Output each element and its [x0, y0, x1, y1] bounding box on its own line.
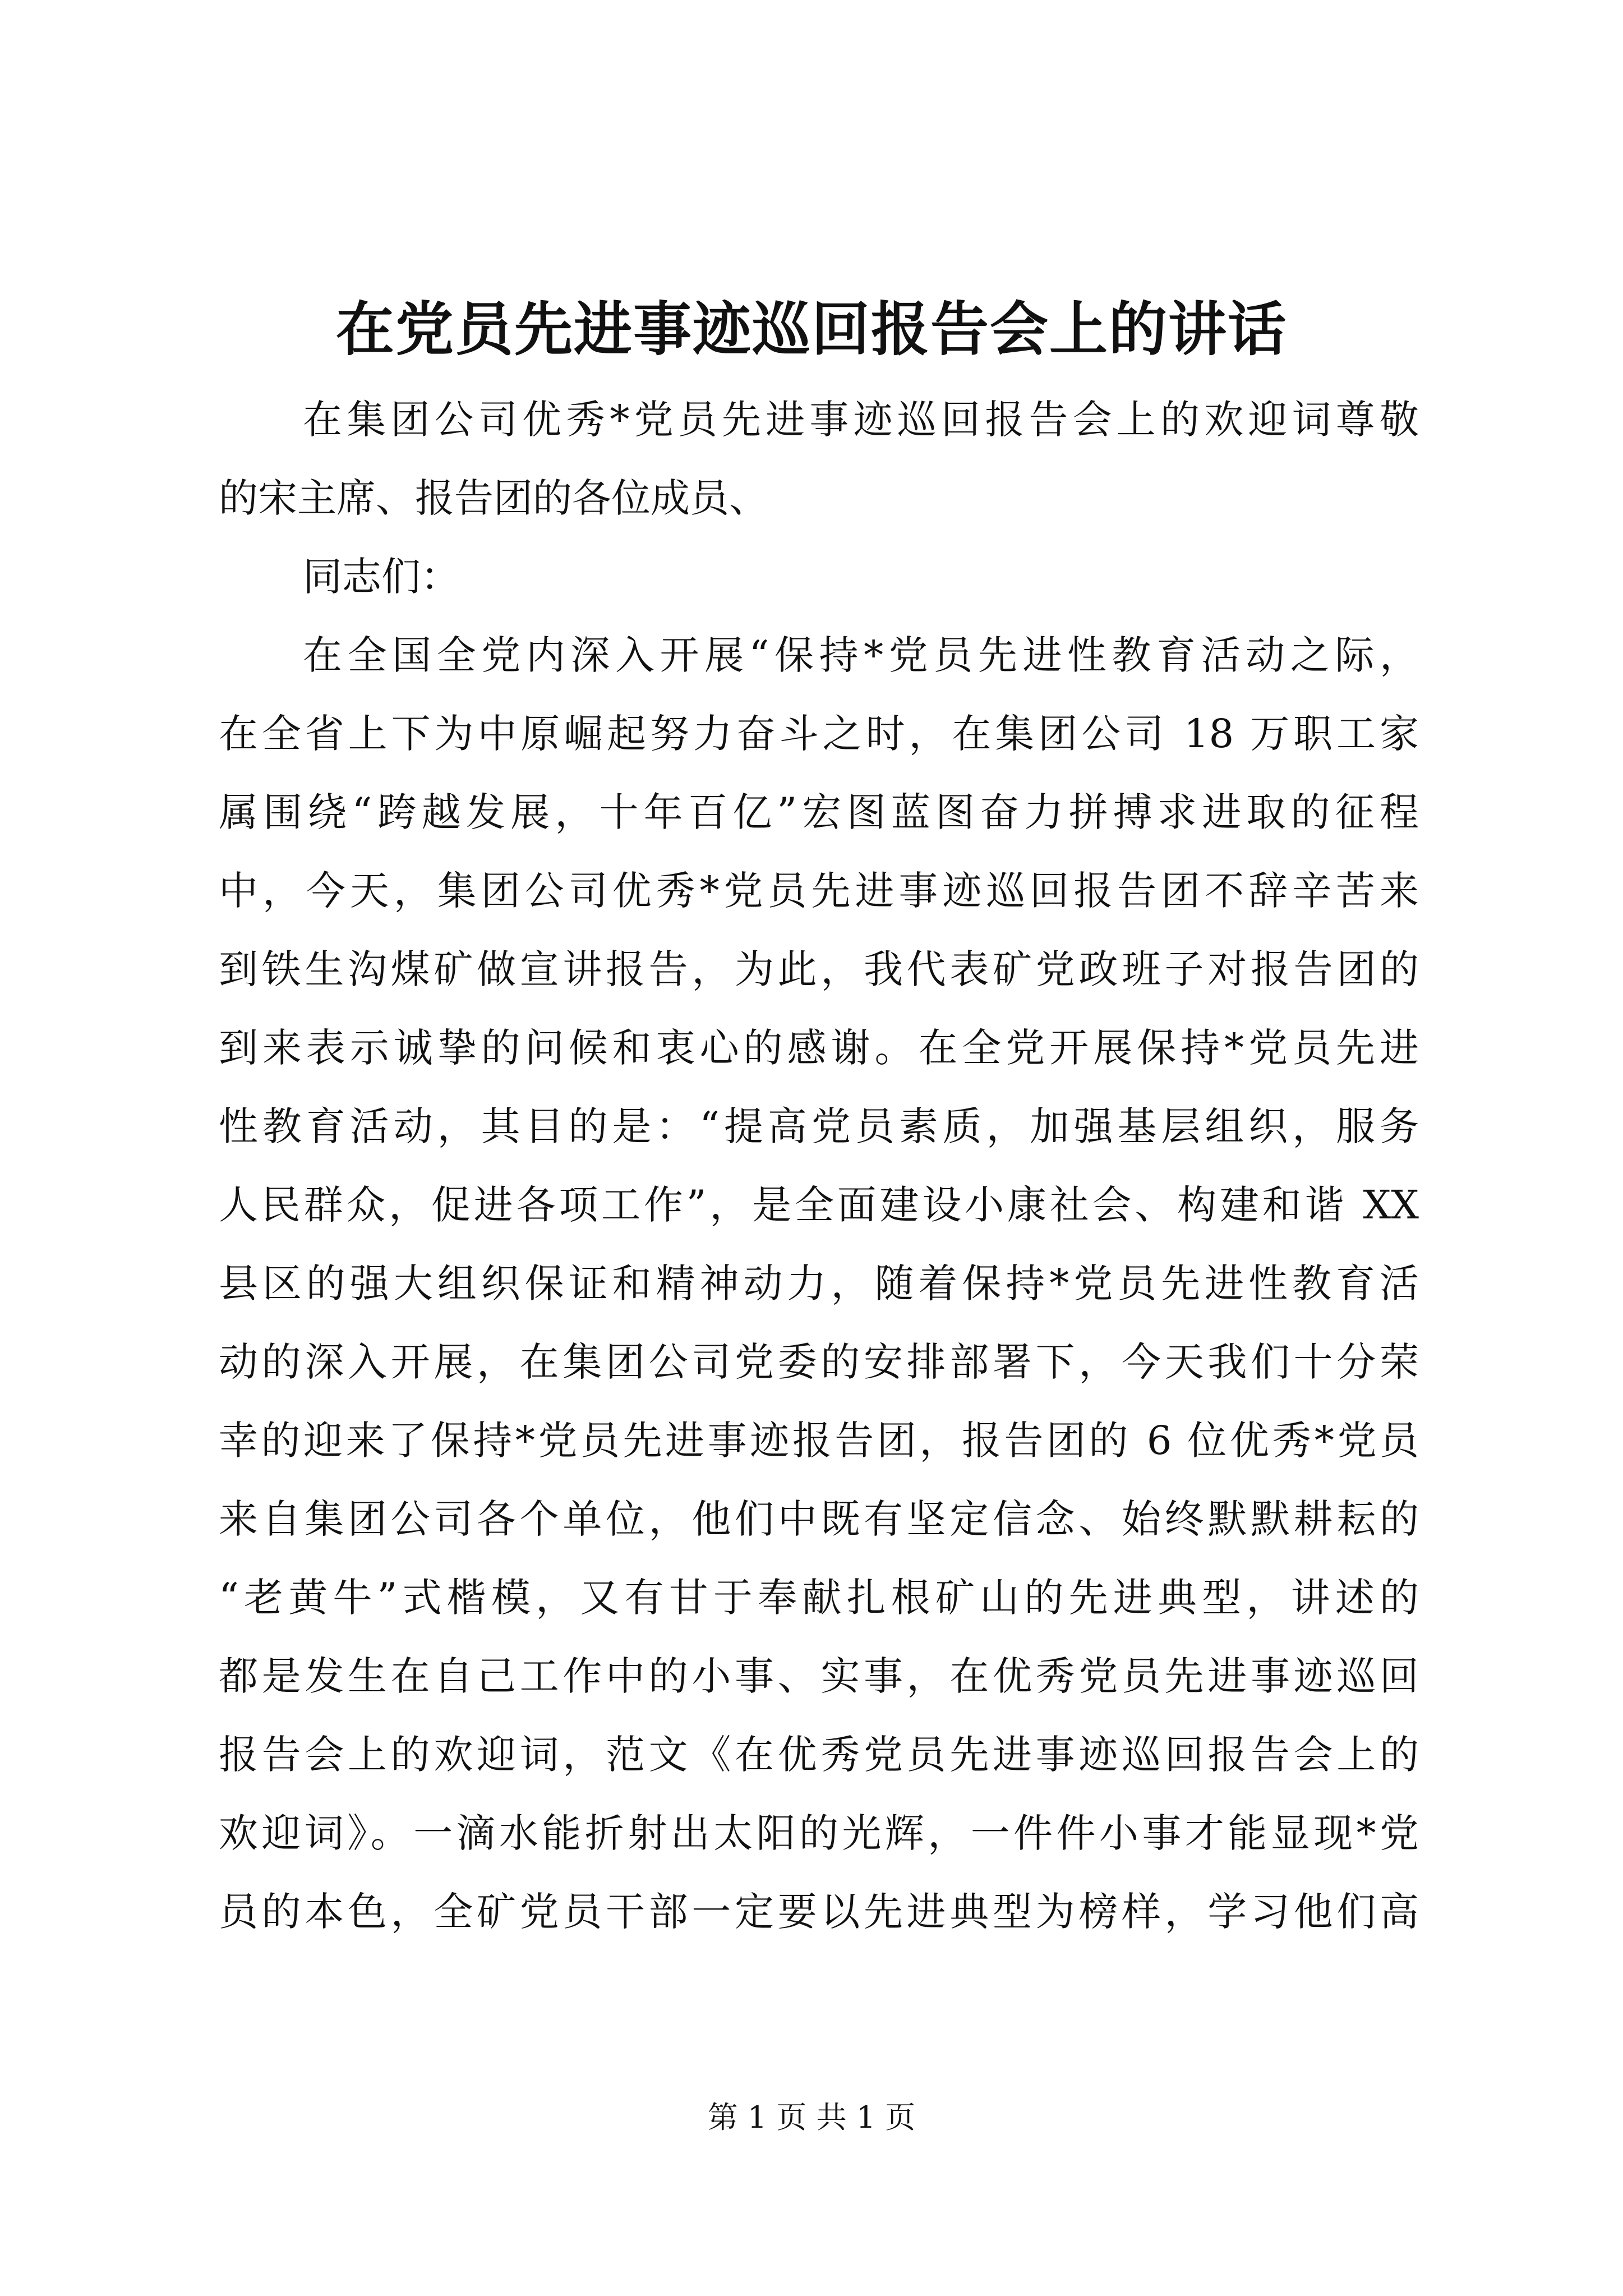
- paragraph-line: 到铁生沟煤矿做宣讲报告，为此，我代表矿党政班子对报告团的: [219, 946, 1419, 992]
- paragraph-line: 员的本色，全矿党员干部一定要以先进典型为榜样，学习他们高: [219, 1889, 1419, 1935]
- paragraph-line: 县区的强大组织保证和精神动力，随着保持*党员先进性教育活: [219, 1260, 1419, 1306]
- paragraph-line: 中，今天，集团公司优秀*党员先进事迹巡回报告团不辞辛苦来: [219, 868, 1419, 914]
- paragraph-line: 动的深入开展，在集团公司党委的安排部署下，今天我们十分荣: [219, 1339, 1419, 1385]
- paragraph-line: 来自集团公司各个单位，他们中既有坚定信念、始终默默耕耘的: [219, 1496, 1419, 1542]
- paragraph-line: 欢迎词》。一滴水能折射出太阳的光辉，一件件小事才能显现*党: [219, 1810, 1419, 1856]
- paragraph-line: 到来表示诚挚的问候和衷心的感谢。在全党开展保持*党员先进: [219, 1025, 1419, 1071]
- page-footer: 第 1 页 共 1 页: [707, 2100, 916, 2135]
- paragraph-line: 都是发生在自己工作中的小事、实事，在优秀党员先进事迹巡回: [219, 1653, 1419, 1699]
- paragraph-line: 的宋主席、报告团的各位成员、: [219, 475, 768, 521]
- paragraph-line: 在集团公司优秀*党员先进事迹巡回报告会上的欢迎词尊敬: [303, 397, 1419, 443]
- paragraph-line: 在全省上下为中原崛起努力奋斗之时，在集团公司 18 万职工家: [219, 711, 1419, 757]
- paragraph-line: 同志们：: [303, 554, 460, 600]
- paragraph-line: 幸的迎来了保持*党员先进事迹报告团，报告团的 6 位优秀*党员: [219, 1418, 1419, 1464]
- document-title: 在党员先进事迹巡回报告会上的讲话: [335, 295, 1287, 364]
- paragraph-line: 人民群众，促进各项工作”，是全面建设小康社会、构建和谐 XX: [219, 1182, 1419, 1228]
- paragraph-line: 性教育活动，其目的是：“提高党员素质，加强基层组织，服务: [219, 1103, 1419, 1149]
- paragraph-line: “老黄牛”式楷模，又有甘于奉献扎根矿山的先进典型，讲述的: [219, 1575, 1419, 1621]
- paragraph-line: 在全国全党内深入开展“保持*党员先进性教育活动之际，: [303, 632, 1419, 678]
- paragraph-line: 属围绕“跨越发展，十年百亿”宏图蓝图奋力拼搏求进取的征程: [219, 789, 1419, 835]
- paragraph-line: 报告会上的欢迎词，范文《在优秀党员先进事迹巡回报告会上的: [219, 1732, 1419, 1778]
